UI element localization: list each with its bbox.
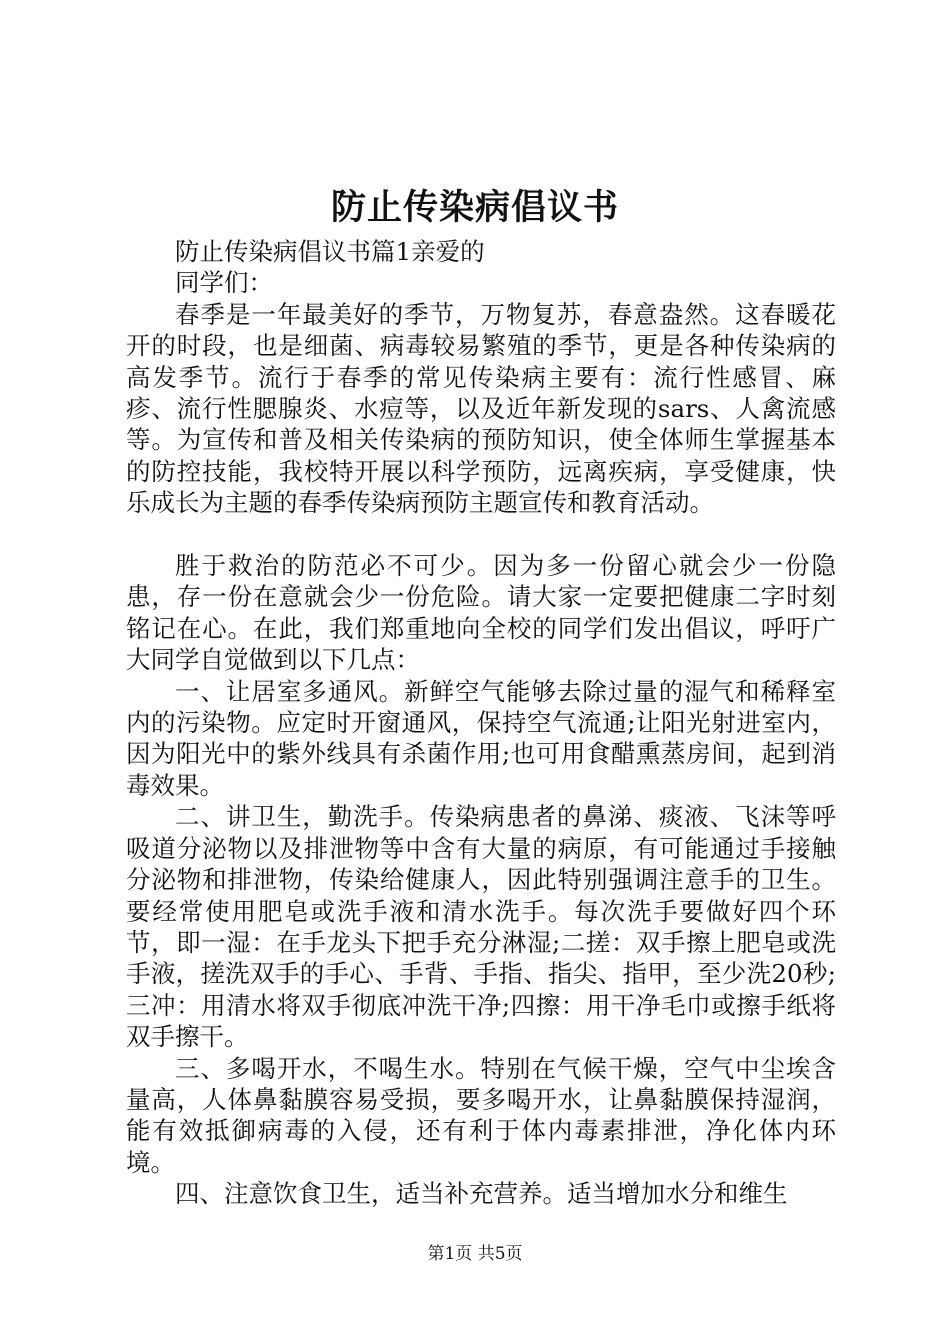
paragraph-point-4: 四、注意饮食卫生，适当补充营养。适当增加水分和维生 <box>175 1179 788 1209</box>
page-footer: 第1页 共5页 <box>427 1244 523 1264</box>
paragraph-point-3: 三、多喝开水，不喝生水。特别在气候干燥，空气中尘埃含量高，人体鼻黏膜容易受损，要多喝开水，让鼻黏膜保持湿润，能有效抵御病毒的入侵，还有利于体内毒素排泄，净化体内环境。 <box>126 1053 836 1177</box>
paragraph-gap <box>126 519 836 550</box>
document-title: 防止传染病倡议书 <box>330 187 619 228</box>
paragraph-point-1: 一、让居室多通风。新鲜空气能够去除过量的湿气和稀释室内的污染物。应定时开窗通风，保持空气流通;让阳光射进室内，因为阳光中的紫外线具有杀菌作用;也可用食醋熏蒸房间，起到消毒效果。 <box>126 676 836 800</box>
paragraph-appeal: 胜于救治的防范必不可少。因为多一份留心就会少一份隐患，存一份在意就会少一份危险。请大家一定要把健康二字时刻铭记在心。在此，我们郑重地向全校的同学们发出倡议，呼吁广大同学自觉做到以下几点： <box>126 551 836 675</box>
paragraph-heading: 防止传染病倡议书篇1亲爱的 <box>175 237 485 266</box>
paragraph-point-2: 二、讲卫生，勤洗手。传染病患者的鼻涕、痰液、飞沫等呼吸道分泌物以及排泄物等中含有大量的病原，有可能通过手接触分泌物和排泄物，传染给健康人，因此特别强调注意手的卫生。要经常使用肥皂或洗手液和清水洗手。每次洗手要做好四个环节，即一湿：在手龙头下把手充分淋湿;二搓：双手擦上肥皂或洗手液，搓洗双手的手心、手背、手指、指尖、指甲，至少洗20秒;三冲：用清水将双手彻底冲洗干净;四擦：用干净毛巾或擦手纸将双手擦干。 <box>126 802 836 1052</box>
paragraph-salutation: 同学们： <box>175 268 273 298</box>
document-body <box>126 236 836 1210</box>
paragraph-intro: 春季是一年最美好的季节，万物复苏，春意盎然。这春暖花开的时段，也是细菌、病毒较易繁殖的季节，更是各种传染病的高发季节。流行于春季的常见传染病主要有：流行性感冒、麻疹、流行性腮腺炎、水痘等，以及近年新发现的sars、人禽流感等。为宣传和普及相关传染病的预防知识，使全体师生掌握基本的防控技能，我校特开展以科学预防，远离疾病，享受健康，快乐成长为主题的春季传染病预防主题宣传和教育活动。 <box>126 299 836 518</box>
